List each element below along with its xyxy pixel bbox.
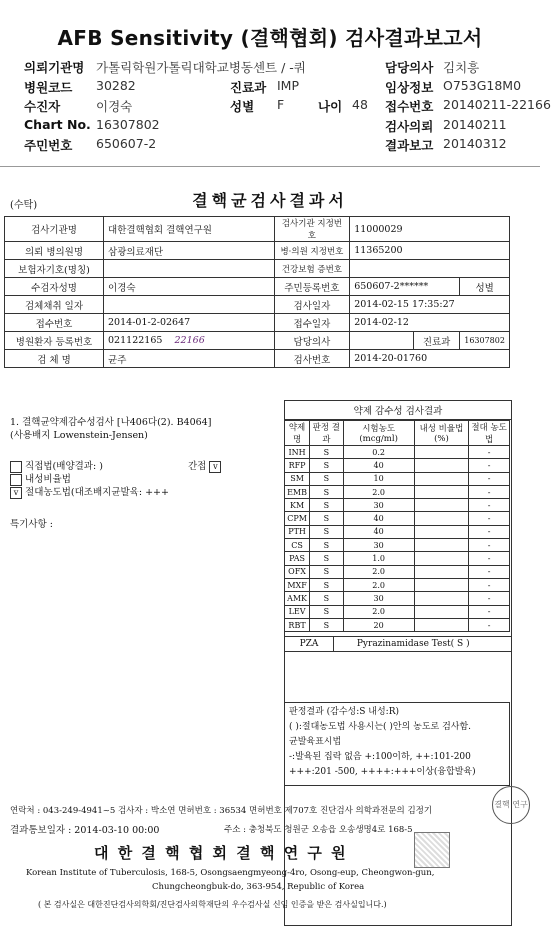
ab-row — [285, 512, 510, 525]
ab-cell — [414, 472, 469, 485]
contact-line: 연락처 : 043-249-4941~5 검사자 : 박소연 면허번호 : 36534 면허번호 제707호 진단검사 의학과전문의 김정기 — [10, 806, 433, 816]
ab-header-cell: 시험농도 (mcg/ml) — [343, 421, 414, 446]
patient-label: 수진자 — [24, 99, 61, 114]
ab-cell: KM — [285, 499, 310, 512]
ab-row — [285, 472, 510, 485]
judgment-line: ( ):절대농도법 사용시는( )안의 농도로 검사함. — [289, 722, 472, 732]
ab-row — [285, 605, 510, 618]
ab-cell: S — [310, 525, 343, 538]
ab-cell: - — [469, 592, 510, 605]
chart-label: Chart No. — [24, 117, 91, 132]
name-value: 이경숙 — [104, 278, 275, 296]
ab-cell: S — [310, 499, 343, 512]
ab-cell: SM — [285, 472, 310, 485]
ab-row — [285, 525, 510, 538]
ab-cell — [414, 446, 469, 459]
judgment-line: 판정결과 (감수성:S 내성:R) — [289, 707, 399, 717]
pza-row — [285, 636, 511, 652]
chart-sheet-label: 병원환자 등록번호 — [5, 332, 104, 350]
insur-code-value — [350, 260, 510, 278]
specimen-value: 균주 — [104, 350, 275, 368]
ab-cell: 0.2 — [343, 446, 414, 459]
ab-cell: RBT — [285, 618, 310, 631]
sex-value: F — [277, 97, 285, 112]
dept-sheet-value: 16307802 — [460, 332, 510, 350]
result-sheet — [4, 186, 536, 926]
institution-label: 의뢰기관명 — [24, 60, 85, 75]
dept-value: IMP — [277, 78, 300, 93]
patient-value: 이경숙 — [96, 99, 133, 114]
ab-row — [285, 499, 510, 512]
ab-cell: PAS — [285, 552, 310, 565]
proportion-method: 내성비율법 — [10, 471, 71, 486]
ab-cell: - — [469, 525, 510, 538]
absolute-checkbox: v — [10, 487, 22, 499]
ab-cell: INH — [285, 446, 310, 459]
ab-cell: MXF — [285, 578, 310, 591]
ab-cell: - — [469, 485, 510, 498]
ab-row — [285, 565, 510, 578]
chart-sheet-value: 021122165 22166 — [104, 332, 275, 350]
ab-cell: 20 — [343, 618, 414, 631]
ab-cell: OFX — [285, 565, 310, 578]
rrn-value: 650607-2 — [96, 136, 157, 151]
rrn-label: 주민번호 — [24, 138, 73, 153]
report-title: AFB Sensitivity (결핵협회) 검사결과보고서 — [57, 26, 483, 50]
official-seal — [414, 832, 450, 868]
ref-value: 삼광의료재단 — [104, 242, 275, 260]
test-line2: (사용배지 Lowenstein-Jensen) — [10, 430, 148, 441]
ab-cell — [414, 525, 469, 538]
rrn-sheet-value: 650607-2****** — [350, 278, 460, 296]
judgment-box — [284, 702, 510, 786]
ab-cell: S — [310, 565, 343, 578]
ab-cell: - — [469, 446, 510, 459]
ab-cell — [414, 512, 469, 525]
ab-cell: 40 — [343, 525, 414, 538]
receipt-value: 20140211-22166 — [443, 97, 551, 112]
inst-label: 검사기관명 — [5, 217, 104, 242]
ab-cell: RFP — [285, 459, 310, 472]
ab-cell: 2.0 — [343, 578, 414, 591]
judgment-line: -:발육된 집락 없음 +:100이하, ++:101-200 — [289, 752, 471, 762]
ab-cell — [414, 539, 469, 552]
ab-cell: 40 — [343, 459, 414, 472]
recv-no-label: 접수번호 — [5, 314, 104, 332]
ab-row — [285, 459, 510, 472]
recv-date-label: 접수일자 — [274, 314, 350, 332]
ab-table — [284, 420, 510, 632]
collect-value — [104, 296, 275, 314]
exam-date-label: 검사일자 — [274, 296, 350, 314]
clinical-value: O753G18M0 — [443, 78, 522, 93]
ab-row — [285, 552, 510, 565]
pza-label: PZA — [285, 637, 334, 651]
exam-date-value: 2014-02-15 17:35:27 — [350, 296, 510, 314]
ab-row — [285, 592, 510, 605]
judgment-line: 균발육표시법 — [289, 737, 342, 747]
judgment-line: +++:201 -500, ++++:+++이상(융합발육) — [289, 767, 476, 777]
ab-cell: 40 — [343, 512, 414, 525]
exam-no-value: 2014-20-01760 — [350, 350, 510, 368]
ab-cell: S — [310, 485, 343, 498]
ab-cell: CS — [285, 539, 310, 552]
age-value: 48 — [352, 97, 368, 112]
ab-table-body — [285, 446, 510, 632]
ab-cell: 1.0 — [343, 552, 414, 565]
ab-cell: S — [310, 459, 343, 472]
ab-row — [285, 578, 510, 591]
ab-header-cell: 내성 비율법(%) — [414, 421, 469, 446]
test-line1: 1. 결핵균약제감수성검사 [나406다(2). B4064] — [10, 417, 212, 428]
inst-code-label: 검사기관 지정번호 — [274, 217, 350, 242]
receipt-label: 접수번호 — [385, 99, 434, 114]
doctor-sheet-label: 담당의사 — [274, 332, 350, 350]
ab-cell — [414, 578, 469, 591]
ab-cell: S — [310, 578, 343, 591]
doctor-value: 김치흥 — [443, 60, 480, 75]
sheet-title: 결핵균검사결과서 — [192, 191, 348, 210]
inst-value: 대한결핵협회 결핵연구원 — [104, 217, 275, 242]
report-label: 결과보고 — [385, 138, 434, 153]
request-label: 검사의뢰 — [385, 119, 434, 134]
english-address-2: Chungcheongbuk-do, 363-954, Republic of Korea — [152, 882, 365, 892]
ab-cell: - — [469, 552, 510, 565]
ab-row — [285, 539, 510, 552]
pza-value: Pyrazinamidase Test( S ) — [356, 639, 470, 650]
judgment-lines — [289, 705, 505, 780]
address-line: 주소 : 충청북도 청원군 오송읍 오송생명4로 168-5 — [224, 825, 413, 835]
ab-cell — [414, 485, 469, 498]
ref-label: 의뢰 병의원명 — [5, 242, 104, 260]
sex-label: 성별 — [230, 99, 255, 114]
doctor-sheet-value — [350, 332, 414, 350]
report-date-line: 결과통보일자 : 2014-03-10 00:00 — [10, 825, 160, 836]
dept-label: 진료과 — [230, 80, 267, 95]
hospital-code-label: 병원코드 — [24, 80, 73, 95]
ab-cell — [414, 459, 469, 472]
rrn-sheet-label: 주민등록번호 — [274, 278, 350, 296]
chart-handwritten: 22166 — [174, 335, 205, 346]
ab-cell — [414, 552, 469, 565]
sheet-tag: (수탁) — [10, 200, 38, 211]
insur-label: 보험자기호(명칭) — [5, 260, 104, 278]
ab-cell: - — [469, 539, 510, 552]
ab-cell — [414, 565, 469, 578]
ab-header-row — [285, 421, 510, 446]
absolute-method: v 절대농도법(대조배지균발육: +++ — [10, 484, 169, 499]
english-address-1: Korean Institute of Tuberculosis, 168-5, Osongsaengmyeong-4ro, Osong-eup, Cheongwon-gun, — [26, 868, 435, 878]
ab-cell: 2.0 — [343, 485, 414, 498]
report-value: 20140312 — [443, 136, 507, 151]
ab-cell: LEV — [285, 605, 310, 618]
ab-cell: S — [310, 592, 343, 605]
ab-row — [285, 485, 510, 498]
ab-cell: 10 — [343, 472, 414, 485]
name-label: 수검자성명 — [5, 278, 104, 296]
ab-cell: - — [469, 578, 510, 591]
direct-method: 직접법(배양결과: ) — [10, 458, 103, 473]
dept-sheet-label: 진료과 — [413, 332, 459, 350]
age-label: 나이 — [318, 99, 343, 114]
ab-cell: - — [469, 618, 510, 631]
ab-cell: - — [469, 512, 510, 525]
ab-cell: - — [469, 605, 510, 618]
ab-cell: 2.0 — [343, 565, 414, 578]
ab-cell: - — [469, 459, 510, 472]
ab-cell: - — [469, 472, 510, 485]
institution-value: 가톨릭학원가톨릭대학교병동센트 / -쿼 — [96, 60, 306, 75]
ab-header-cell: 판정 결과 — [310, 421, 343, 446]
request-value: 20140211 — [443, 117, 507, 132]
inst-code-value: 11000029 — [350, 217, 510, 242]
info-table — [4, 216, 510, 368]
hospital-code-value: 30282 — [96, 78, 136, 93]
indirect-method: 간접 v — [188, 458, 221, 473]
seal-stamp: 결핵 연구 — [492, 786, 530, 824]
sex-sheet-label: 성별 — [460, 278, 510, 296]
ab-cell — [414, 618, 469, 631]
ab-cell: S — [310, 512, 343, 525]
collect-label: 검체채취 일자 — [5, 296, 104, 314]
specimen-label: 검 체 명 — [5, 350, 104, 368]
ref-code-value: 11365200 — [350, 242, 510, 260]
ab-row — [285, 446, 510, 459]
ref-code-label: 병·의원 지정번호 — [274, 242, 350, 260]
ab-cell: 2.0 — [343, 605, 414, 618]
insur-value — [104, 260, 275, 278]
ab-cell: - — [469, 565, 510, 578]
org-name: 대 한 결 핵 협 회 결 핵 연 구 원 — [94, 844, 348, 862]
ab-cell: PTH — [285, 525, 310, 538]
ab-cell: S — [310, 472, 343, 485]
clinical-label: 임상정보 — [385, 80, 434, 95]
recv-date-value: 2014-02-12 — [350, 314, 510, 332]
ab-header-cell: 절대 농도법 — [469, 421, 510, 446]
ab-cell: - — [469, 499, 510, 512]
exam-no-label: 검사번호 — [274, 350, 350, 368]
ab-cell: 30 — [343, 592, 414, 605]
indirect-checkbox: v — [209, 461, 221, 473]
doctor-label: 담당의사 — [385, 60, 434, 75]
ab-cell — [414, 605, 469, 618]
remarks: 특기사항 : — [10, 519, 53, 530]
ab-header-cell: 약제명 — [285, 421, 310, 446]
ab-cell: S — [310, 446, 343, 459]
ab-cell: S — [310, 539, 343, 552]
ab-cell: S — [310, 552, 343, 565]
ab-cell: EMB — [285, 485, 310, 498]
ab-cell — [414, 499, 469, 512]
insur-code-label: 건강보험 증번호 — [274, 260, 350, 278]
ab-cell — [414, 592, 469, 605]
ab-title: 약제 감수성 검사결과 — [285, 401, 511, 420]
ab-cell: 30 — [343, 539, 414, 552]
ab-row — [285, 618, 510, 631]
ab-cell: AMK — [285, 592, 310, 605]
chart-value: 16307802 — [96, 117, 160, 132]
ab-cell: S — [310, 605, 343, 618]
header-divider — [0, 166, 540, 167]
ab-cell: S — [310, 618, 343, 631]
accreditation-note: ( 본 검사실은 대한진단검사의학회/진단검사의학재단의 우수검사실 신임 인증을 받은 검사실입니다.) — [38, 900, 387, 909]
recv-no-value: 2014-01-2-02647 — [104, 314, 275, 332]
ab-cell: 30 — [343, 499, 414, 512]
ab-cell: CPM — [285, 512, 310, 525]
